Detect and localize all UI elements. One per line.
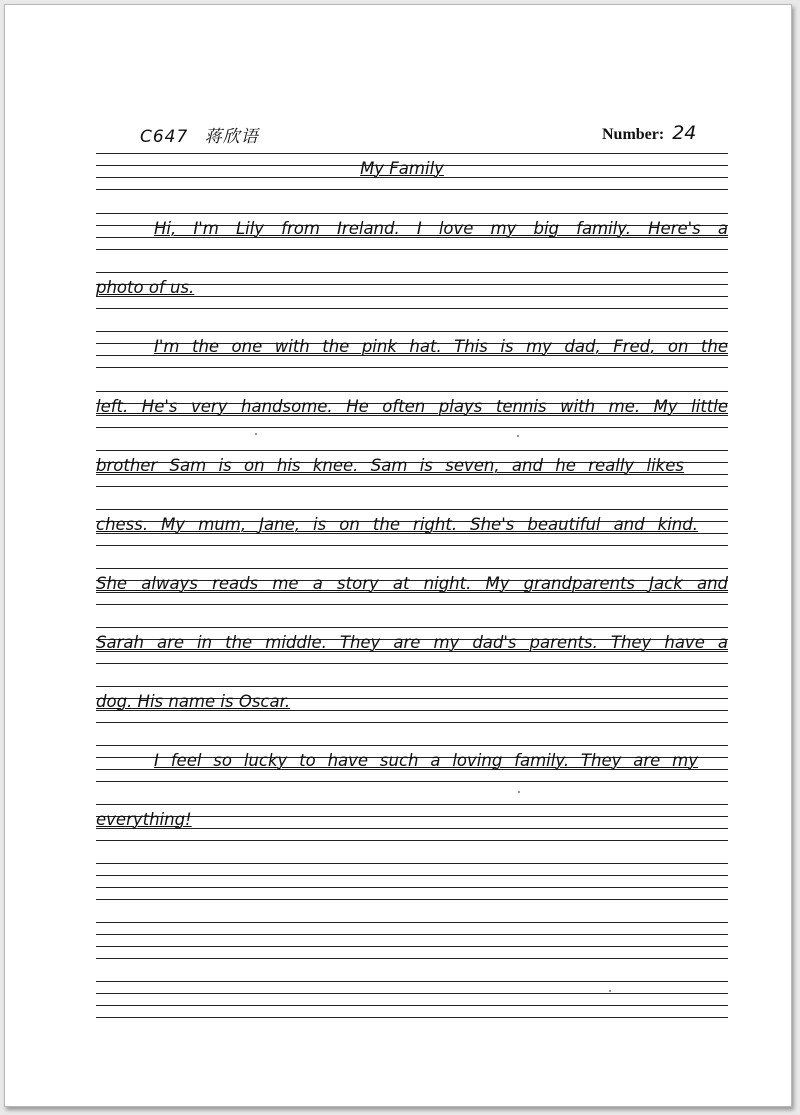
essay-line: left. He's very handsome. He often plays tennis with me. My little xyxy=(96,397,728,416)
writing-line xyxy=(96,213,728,249)
student-id xyxy=(140,122,259,147)
number-label: Number: xyxy=(602,126,665,143)
writing-line xyxy=(96,568,728,604)
essay-title: My Family xyxy=(360,159,444,178)
writing-line xyxy=(96,745,728,781)
writing-line-empty xyxy=(96,863,728,899)
number-value: 24 xyxy=(672,122,697,144)
paper-speck xyxy=(517,435,519,437)
writing-line xyxy=(96,450,728,486)
writing-line xyxy=(96,391,728,427)
writing-line xyxy=(96,272,728,308)
worksheet-page xyxy=(4,4,792,1107)
essay-line: dog. His name is Oscar. xyxy=(96,692,291,711)
writing-line-empty xyxy=(96,922,728,958)
writing-line xyxy=(96,509,728,545)
writing-line-empty xyxy=(96,981,728,1017)
writing-line-title xyxy=(96,153,728,189)
writing-line xyxy=(96,686,728,722)
paper-speck xyxy=(609,990,611,992)
paper-speck xyxy=(518,791,520,793)
essay-line: brother Sam is on his knee. Sam is seven, and he really likes xyxy=(96,456,684,475)
essay-line: She always reads me a story at night. My grandparents Jack and xyxy=(96,574,728,593)
writing-line xyxy=(96,331,728,367)
essay-line: chess. My mum, Jane, is on the right. She's beautiful and kind. xyxy=(96,515,698,534)
essay-line: I feel so lucky to have such a loving family. They are my xyxy=(154,751,698,770)
paper-speck xyxy=(255,433,257,435)
student-code: C647 xyxy=(140,127,189,147)
essay-line: photo of us. xyxy=(96,278,195,297)
essay-line: Hi, I'm Lily from Ireland. I love my big family. Here's a xyxy=(154,219,728,238)
student-name: 蒋欣语 xyxy=(204,127,259,147)
student-number xyxy=(602,122,696,144)
writing-line xyxy=(96,627,728,663)
writing-line xyxy=(96,804,728,840)
essay-line: Sarah are in the middle. They are my dad's parents. They have a xyxy=(96,633,728,652)
essay-line: I'm the one with the pink hat. This is my dad, Fred, on the xyxy=(154,337,728,356)
essay-line: everything! xyxy=(96,810,192,829)
